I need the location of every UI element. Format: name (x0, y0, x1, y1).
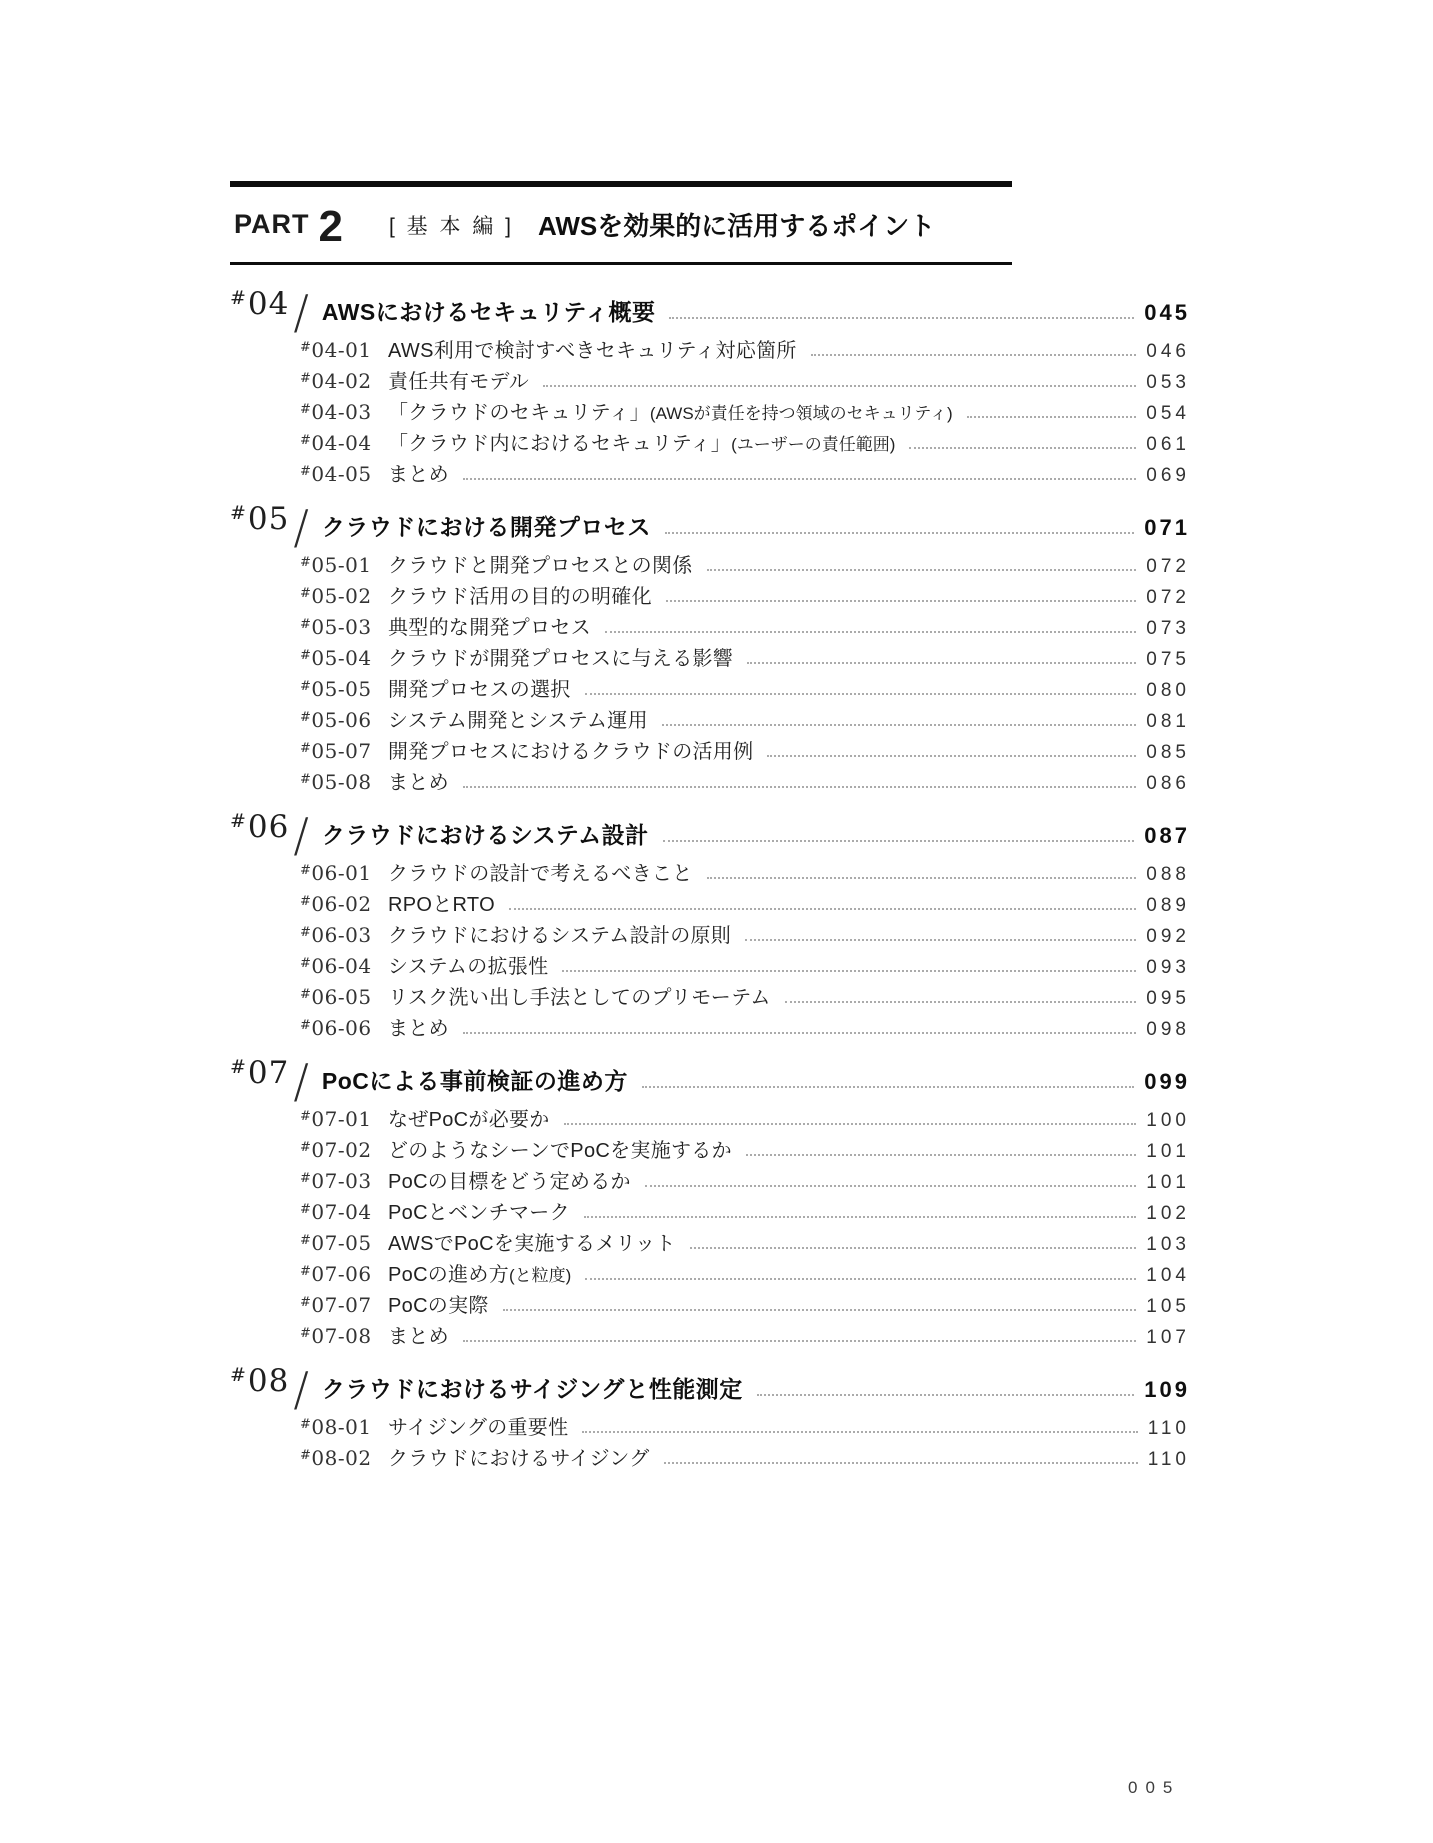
toc-item-row (230, 1263, 1190, 1287)
toc-item-row (230, 1017, 1190, 1041)
hash-sign: # (300, 371, 312, 386)
item-page-number: 053 (1146, 372, 1190, 393)
item-page-number: 061 (1146, 434, 1190, 455)
item-page-number: 105 (1146, 1296, 1190, 1317)
item-page-number: 102 (1146, 1203, 1190, 1224)
part-title: AWSを効果的に活用するポイント (538, 211, 936, 241)
hash-sign: # (300, 1233, 312, 1248)
item-title: 典型的な開発プロセス (388, 617, 591, 639)
item-number-digits: 07-01 (311, 1107, 372, 1131)
item-number-digits: 05-01 (311, 553, 372, 577)
item-number-digits: 07-06 (311, 1262, 372, 1286)
section-number (230, 286, 289, 322)
hash-sign: # (230, 287, 247, 309)
section-page-number: 109 (1144, 1377, 1190, 1402)
item-number (300, 463, 388, 486)
item-title: リスク洗い出し手法としてのプリモーテム (388, 987, 771, 1009)
hash-sign: # (300, 741, 312, 756)
dotted-leader (564, 1123, 1137, 1125)
toc-item-row (230, 463, 1190, 487)
item-page-number: 103 (1146, 1234, 1190, 1255)
item-number (300, 1325, 388, 1348)
item-page-number: 098 (1146, 1019, 1190, 1040)
item-page-number: 072 (1146, 587, 1190, 608)
toc-item-row (230, 616, 1190, 640)
section-number (230, 1363, 289, 1399)
toc-item-row (230, 955, 1190, 979)
item-number (300, 1201, 388, 1224)
dotted-leader (463, 786, 1136, 788)
hash-sign: # (300, 555, 312, 570)
dotted-leader (707, 877, 1137, 879)
dotted-leader (707, 569, 1137, 571)
item-page-number: 088 (1146, 864, 1190, 885)
dotted-leader (582, 1431, 1137, 1433)
item-page-number: 085 (1146, 742, 1190, 763)
item-number-digits: 05-05 (311, 677, 372, 701)
hash-sign: # (300, 1171, 312, 1186)
hash-sign: # (230, 502, 247, 524)
item-number-digits: 05-08 (311, 770, 372, 794)
item-number-digits: 06-02 (311, 892, 372, 916)
item-title: なぜPoCが必要か (388, 1109, 550, 1131)
item-number-digits: 08-02 (311, 1446, 372, 1470)
dotted-leader (665, 532, 1134, 534)
item-title: クラウドが開発プロセスに与える影響 (388, 648, 734, 670)
hash-sign: # (300, 402, 312, 417)
dotted-leader (584, 1216, 1136, 1218)
toc-item-row (230, 370, 1190, 394)
dotted-leader (543, 385, 1136, 387)
item-title: まとめ (388, 1018, 449, 1040)
item-number-digits: 04-03 (311, 400, 372, 424)
item-title: サイジングの重要性 (388, 1417, 569, 1439)
toc-item-row (230, 554, 1190, 578)
item-page-number: 101 (1146, 1172, 1190, 1193)
item-title: システム開発とシステム運用 (388, 710, 648, 732)
item-title: 「クラウドのセキュリティ」 (388, 402, 650, 424)
item-number-digits: 05-03 (311, 615, 372, 639)
item-number (300, 924, 388, 947)
dotted-leader (666, 600, 1136, 602)
hash-sign: # (300, 1140, 312, 1155)
item-page-number: 072 (1146, 556, 1190, 577)
hash-sign: # (300, 1295, 312, 1310)
item-page-number: 081 (1146, 711, 1190, 732)
hash-sign: # (300, 710, 312, 725)
hash-sign: # (300, 894, 312, 909)
item-number (300, 1017, 388, 1040)
item-number-digits: 05-04 (311, 646, 372, 670)
hash-sign: # (300, 863, 312, 878)
toc-item-row (230, 1325, 1190, 1349)
section-page-number: 099 (1144, 1069, 1190, 1094)
item-page-number: 080 (1146, 680, 1190, 701)
hash-sign: # (300, 956, 312, 971)
toc-item-row (230, 709, 1190, 733)
item-number (300, 647, 388, 670)
toc-item-row (230, 1294, 1190, 1318)
item-page-number: 054 (1146, 403, 1190, 424)
toc-item-row (230, 401, 1190, 425)
toc-item-row (230, 986, 1190, 1010)
item-number (300, 1170, 388, 1193)
item-number (300, 401, 388, 424)
item-number-digits: 05-06 (311, 708, 372, 732)
section-page-number: 071 (1144, 515, 1190, 540)
item-number-digits: 06-01 (311, 861, 372, 885)
item-number (300, 986, 388, 1009)
toc-section-row: #08 / クラウドにおけるサイジングと性能測定 109 (230, 1362, 1190, 1416)
item-title: AWSでPoCを実施するメリット (388, 1233, 676, 1255)
hash-sign: # (300, 340, 312, 355)
hash-sign: # (300, 433, 312, 448)
dotted-leader (463, 1032, 1136, 1034)
toc-item-row (230, 1170, 1190, 1194)
item-number (300, 1294, 388, 1317)
dotted-leader (690, 1247, 1137, 1249)
dotted-leader (785, 1001, 1137, 1003)
item-number-digits: 07-02 (311, 1138, 372, 1162)
toc-item-row (230, 771, 1190, 795)
toc-item-row (230, 1447, 1190, 1471)
item-title: RPOとRTO (388, 894, 495, 916)
toc-item-row (230, 740, 1190, 764)
section-title: クラウドにおける開発プロセス (321, 514, 651, 540)
toc-item-row (230, 924, 1190, 948)
item-title: 責任共有モデル (388, 371, 530, 393)
item-number-digits: 07-03 (311, 1169, 372, 1193)
hash-sign: # (300, 925, 312, 940)
item-page-number: 104 (1146, 1265, 1190, 1286)
part-header (230, 181, 1012, 265)
item-title-note: (と粒度) (509, 1266, 572, 1285)
item-page-number: 101 (1146, 1141, 1190, 1162)
folio-page-number: 005 (1128, 1778, 1181, 1797)
toc-item-row (230, 1416, 1190, 1440)
item-title: クラウドにおけるサイジング (388, 1448, 650, 1470)
item-number-digits: 06-03 (311, 923, 372, 947)
toc-item-row (230, 1139, 1190, 1163)
item-number-digits: 07-05 (311, 1231, 372, 1255)
hash-sign: # (300, 1417, 312, 1432)
hash-sign: # (230, 1056, 247, 1078)
part-number: 2 (318, 201, 343, 251)
item-number-digits: 08-01 (311, 1415, 372, 1439)
hash-sign: # (300, 617, 312, 632)
item-title: クラウドと開発プロセスとの関係 (388, 555, 693, 577)
item-page-number: 095 (1146, 988, 1190, 1009)
hash-sign: # (300, 648, 312, 663)
item-title: PoCの進め方 (388, 1264, 510, 1286)
item-page-number: 089 (1146, 895, 1190, 916)
toc-item-row (230, 432, 1190, 456)
item-number-digits: 04-02 (311, 369, 372, 393)
hash-sign: # (300, 1202, 312, 1217)
item-title: PoCとベンチマーク (388, 1202, 570, 1224)
part-label: PART (234, 209, 310, 239)
item-number-digits: 07-04 (311, 1200, 372, 1224)
dotted-leader (663, 840, 1135, 842)
dotted-leader (463, 1340, 1136, 1342)
hash-sign: # (300, 1018, 312, 1033)
item-page-number: 093 (1146, 957, 1190, 978)
item-page-number: 073 (1146, 618, 1190, 639)
item-number (300, 339, 388, 362)
hash-sign: # (230, 1364, 247, 1386)
toc-item-row (230, 647, 1190, 671)
item-number (300, 432, 388, 455)
edition-label: [ 基 本 編 ] (388, 214, 514, 238)
dotted-leader (509, 908, 1136, 910)
item-title: まとめ (388, 772, 449, 794)
toc-item-row (230, 1201, 1190, 1225)
item-title: システムの拡張性 (388, 956, 549, 978)
item-title: まとめ (388, 464, 449, 486)
toc-section-row: #04 / AWSにおけるセキュリティ概要 045 (230, 285, 1190, 339)
item-title: 「クラウド内におけるセキュリティ」 (388, 433, 732, 455)
item-title: PoCの実際 (388, 1295, 489, 1317)
section-title: AWSにおけるセキュリティ概要 (321, 299, 656, 325)
item-number (300, 1263, 388, 1286)
item-number-digits: 04-01 (311, 338, 372, 362)
hash-sign: # (230, 810, 247, 832)
toc-section-row: #05 / クラウドにおける開発プロセス 071 (230, 500, 1190, 554)
item-title-note: (AWSが責任を持つ領域のセキュリティ) (649, 404, 953, 423)
item-number (300, 1447, 388, 1470)
toc-item-row (230, 1108, 1190, 1132)
dotted-leader (585, 1278, 1136, 1280)
dotted-leader (757, 1394, 1135, 1396)
toc-item-row (230, 339, 1190, 363)
hash-sign: # (300, 586, 312, 601)
item-page-number: 110 (1147, 1418, 1190, 1439)
item-number (300, 955, 388, 978)
hash-sign: # (300, 1264, 312, 1279)
item-number-digits: 07-08 (311, 1324, 372, 1348)
item-title: クラウドにおけるシステム設計の原則 (388, 925, 732, 947)
toc-item-row (230, 862, 1190, 886)
section-title: クラウドにおけるサイジングと性能測定 (321, 1376, 743, 1402)
item-title: クラウドの設計で考えるべきこと (388, 863, 693, 885)
item-page-number: 110 (1147, 1449, 1190, 1470)
item-number-digits: 04-04 (311, 431, 372, 455)
dotted-leader (746, 1154, 1136, 1156)
item-number (300, 740, 388, 763)
dotted-leader (909, 447, 1136, 449)
hash-sign: # (300, 1326, 312, 1341)
item-title: 開発プロセスにおけるクラウドの活用例 (388, 741, 754, 763)
item-number (300, 709, 388, 732)
item-page-number: 069 (1146, 465, 1190, 486)
section-number (230, 1055, 289, 1091)
toc-section-row: #07 / PoCによる事前検証の進め方 099 (230, 1054, 1190, 1108)
item-title: クラウド活用の目的の明確化 (388, 586, 652, 608)
dotted-leader (662, 724, 1136, 726)
item-page-number: 046 (1146, 341, 1190, 362)
item-number (300, 1108, 388, 1131)
item-number (300, 771, 388, 794)
toc-item-row (230, 1232, 1190, 1256)
section-page-number: 087 (1144, 823, 1190, 848)
item-page-number: 075 (1146, 649, 1190, 670)
dotted-leader (664, 1462, 1138, 1464)
dotted-leader (747, 662, 1136, 664)
item-number-digits: 06-04 (311, 954, 372, 978)
dotted-leader (645, 1185, 1136, 1187)
dotted-leader (562, 970, 1136, 972)
dotted-leader (463, 478, 1136, 480)
table-of-contents (230, 272, 1190, 1471)
section-number-digits: 06 (247, 809, 290, 845)
toc-item-row (230, 893, 1190, 917)
section-page-number: 045 (1144, 300, 1190, 325)
section-title: PoCによる事前検証の進め方 (321, 1068, 628, 1094)
section-title: クラウドにおけるシステム設計 (321, 822, 649, 848)
section-number-digits: 08 (247, 1363, 290, 1399)
item-page-number: 092 (1146, 926, 1190, 947)
item-number (300, 554, 388, 577)
hash-sign: # (300, 772, 312, 787)
item-number (300, 370, 388, 393)
hash-sign: # (300, 1448, 312, 1463)
section-number-digits: 04 (247, 286, 290, 322)
toc-section-row: #06 / クラウドにおけるシステム設計 087 (230, 808, 1190, 862)
dotted-leader (503, 1309, 1137, 1311)
item-number (300, 1416, 388, 1439)
dotted-leader (811, 354, 1137, 356)
item-number (300, 585, 388, 608)
dotted-leader (767, 755, 1136, 757)
hash-sign: # (300, 464, 312, 479)
section-number (230, 809, 289, 845)
section-number (230, 501, 289, 537)
toc-item-row (230, 678, 1190, 702)
hash-sign: # (300, 679, 312, 694)
item-number (300, 1139, 388, 1162)
item-title-note: (ユーザーの責任範囲) (731, 435, 896, 454)
item-title: まとめ (388, 1326, 449, 1348)
toc-item-row (230, 585, 1190, 609)
section-number-digits: 07 (247, 1055, 290, 1091)
item-number-digits: 04-05 (311, 462, 372, 486)
item-number (300, 1232, 388, 1255)
item-number-digits: 05-07 (311, 739, 372, 763)
item-number-digits: 06-06 (311, 1016, 372, 1040)
item-page-number: 086 (1146, 773, 1190, 794)
item-number (300, 893, 388, 916)
item-number-digits: 06-05 (311, 985, 372, 1009)
item-title: PoCの目標をどう定めるか (388, 1171, 631, 1193)
item-number-digits: 05-02 (311, 584, 372, 608)
item-page-number: 100 (1146, 1110, 1190, 1131)
section-number-digits: 05 (247, 501, 290, 537)
item-title: どのようなシーンでPoCを実施するか (388, 1140, 732, 1162)
item-number (300, 678, 388, 701)
dotted-leader (745, 939, 1136, 941)
dotted-leader (642, 1086, 1134, 1088)
item-number-digits: 07-07 (311, 1293, 372, 1317)
item-number (300, 616, 388, 639)
hash-sign: # (300, 987, 312, 1002)
item-title: 開発プロセスの選択 (388, 679, 571, 701)
item-number (300, 862, 388, 885)
dotted-leader (967, 416, 1137, 418)
hash-sign: # (300, 1109, 312, 1124)
dotted-leader (669, 317, 1134, 319)
dotted-leader (585, 693, 1137, 695)
dotted-leader (605, 631, 1136, 633)
item-page-number: 107 (1146, 1327, 1190, 1348)
item-title: AWS利用で検討すべきセキュリティ対応箇所 (388, 340, 797, 362)
